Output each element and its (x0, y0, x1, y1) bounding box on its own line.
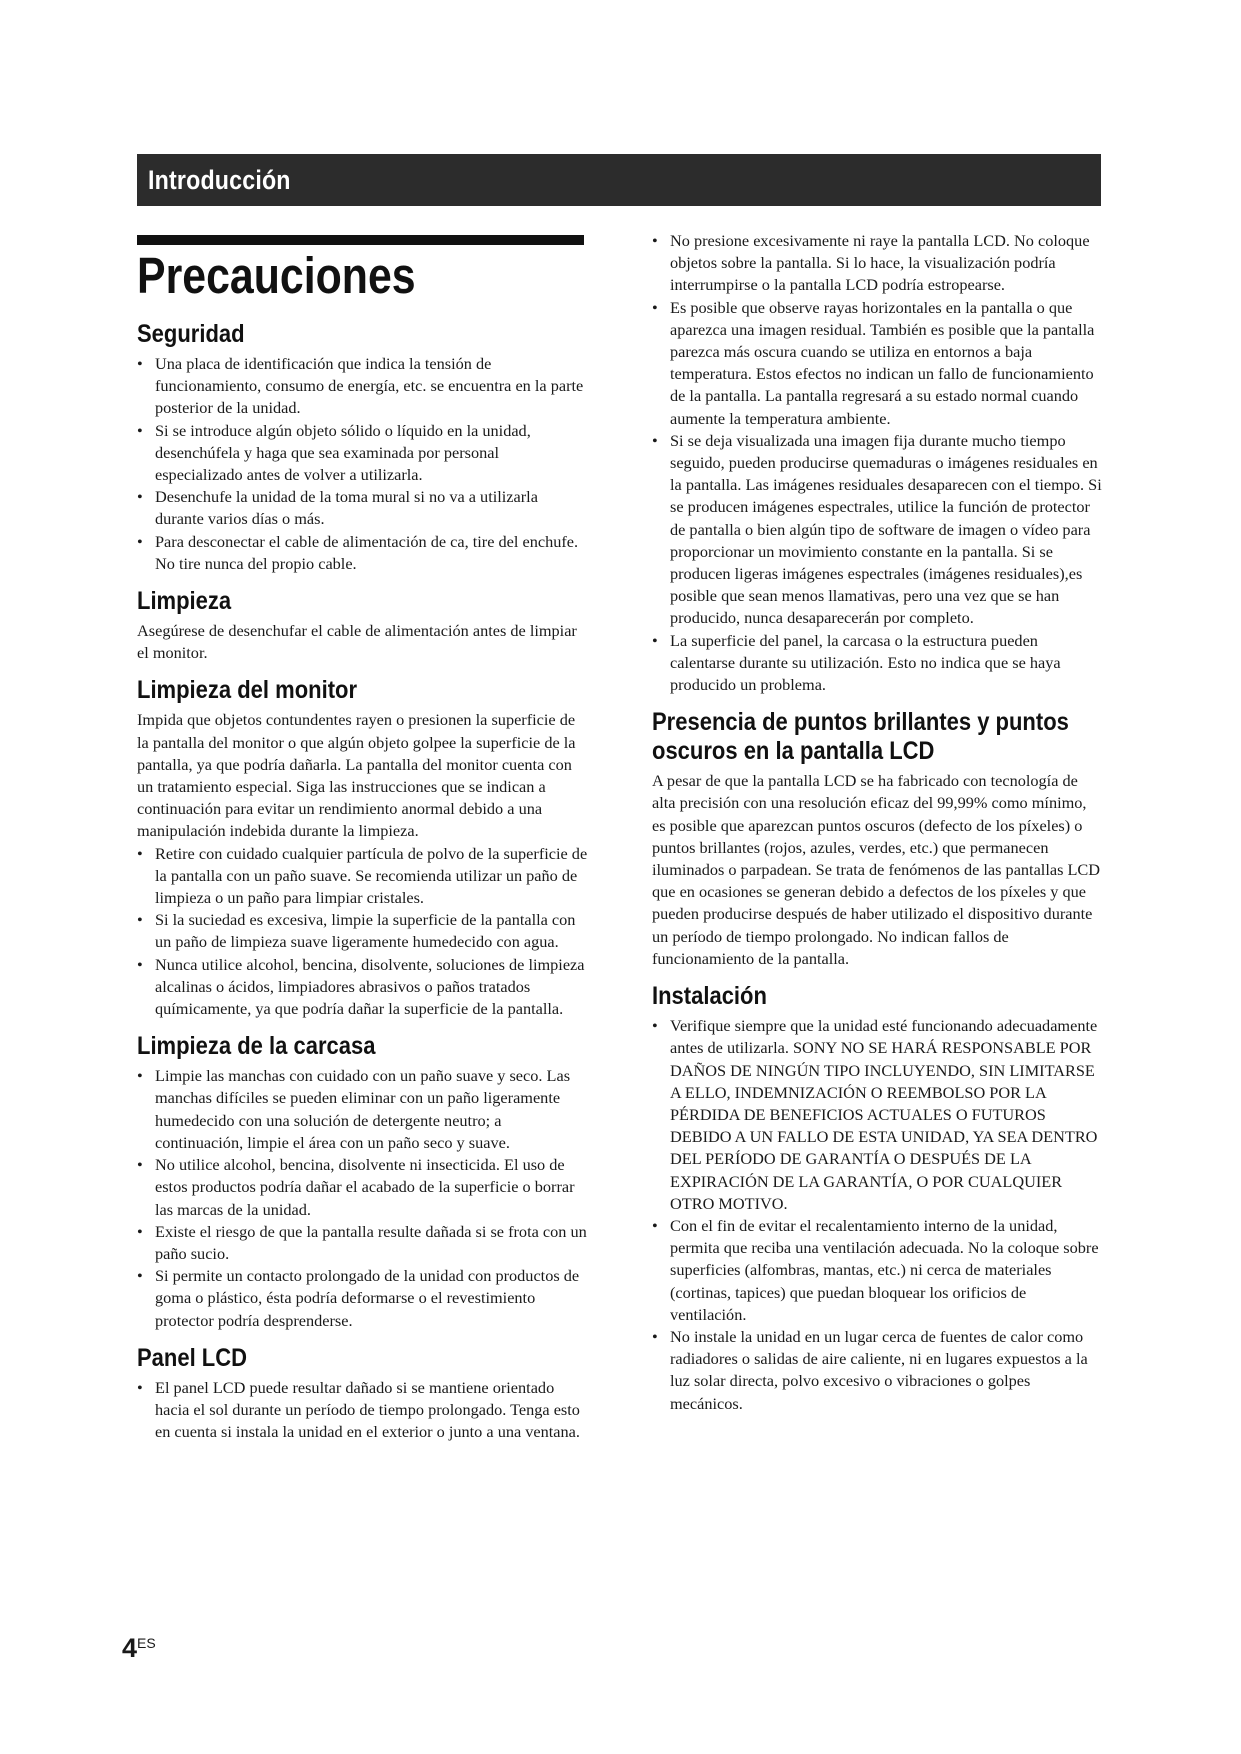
list-item: • Nunca utilice alcohol, bencina, disolvente, soluciones de limpieza alcalinas o ácidos, limpiadores abrasivos o paños tratados químicamente, ya que podría dañar la superficie de la pantalla. (137, 954, 590, 1021)
list-item: • Si la suciedad es excesiva, limpie la superficie de la pantalla con un paño de limpieza suave ligeramente humedecido con agua. (137, 909, 590, 953)
heading-puntos: Presencia de puntos brillantes y puntos oscuros en la pantalla LCD (652, 708, 1069, 766)
heading-limpieza-monitor: Limpieza del monitor (137, 676, 358, 705)
list-limpieza-carcasa (137, 1065, 590, 1331)
list-instalacion (652, 1015, 1102, 1415)
page-number (122, 1633, 156, 1664)
section-limpieza (137, 587, 590, 664)
list-seguridad (137, 353, 590, 575)
list-item: • Con el fin de evitar el recalentamiento interno de la unidad, permita que reciba una ventilación adecuada. No la coloque sobre superficies (alfombras, mantas, etc.) ni cerca de materiales (cortinas, tapices) que puedan bloquear los orificios de ventilación. (652, 1215, 1102, 1326)
section-puntos (652, 708, 1102, 970)
paragraph-limpieza-monitor: Impida que objetos contundentes rayen o presionen la superficie de la pantalla del monitor o que algún objeto golpee la superficie de la pantalla, ya que podría dañarla. La pantalla del monitor cuenta con un tratamiento especial. Siga las instrucciones que se indican a continuación para evitar un rendimiento anormal debido a una manipulación indebida durante la limpieza. (137, 710, 576, 841)
list-item: • Es posible que observe rayas horizontales en la pantalla o que aparezca una imagen residual. También es posible que la pantalla parezca más oscura cuando se utiliza en entornos a baja temperatura. Estos efectos no indican un fallo de funcionamiento de la pantalla. La pantalla regresará a su estado normal cuando aumente la temperatura ambiente. (652, 297, 1102, 430)
title-rule (137, 235, 584, 245)
left-column (137, 320, 590, 1455)
section-seguridad (137, 320, 590, 575)
section-panel-lcd-continued (652, 230, 1102, 696)
list-panel-lcd (137, 1377, 590, 1444)
right-column (652, 230, 1102, 1427)
section-title: Introducción (148, 165, 291, 195)
list-item: • El panel LCD puede resultar dañado si se mantiene orientado hacia el sol durante un período de tiempo prolongado. Tenga esto en cuenta si instala la unidad en el exterior o junto a una ventana. (137, 1377, 590, 1444)
section-limpieza-carcasa (137, 1032, 590, 1331)
list-item: • Si se introduce algún objeto sólido o líquido en la unidad, desenchúfela y haga que sea examinada por personal especializado antes de volver a utilizarla. (137, 420, 590, 487)
heading-limpieza-carcasa: Limpieza de la carcasa (137, 1032, 376, 1061)
list-item: • Si se deja visualizada una imagen fija durante mucho tiempo seguido, pueden producirse quemaduras o imágenes residuales en la pantalla. Las imágenes residuales desaparecen con el tiempo. Si se producen imágenes espectrales, utilice la función de protector de pantalla o bien algún tipo de software de imagen o vídeo para proporcionar un movimiento constante en la pantalla. Si se producen ligeras imágenes espectrales (imágenes residuales),es posible que sean menos llamativas, pero una vez que se han producido, nunca desaparecerán por completo. (652, 430, 1102, 630)
heading-seguridad: Seguridad (137, 320, 245, 348)
list-item: • Si permite un contacto prolongado de la unidad con productos de goma o plástico, ésta podría deformarse o el revestimiento protector podría desprenderse. (137, 1265, 590, 1332)
list-item: • Retire con cuidado cualquier partícula de polvo de la superficie de la pantalla con un paño suave. Se recomienda utilizar un paño de limpieza o un paño para limpiar cristales. (137, 843, 590, 910)
page-title: Precauciones (137, 247, 416, 304)
page-language-code: ES (137, 1635, 156, 1651)
list-item: • No instale la unidad en un lugar cerca de fuentes de calor como radiadores o salidas de aire caliente, ni en lugares expuestos a la luz solar directa, polvo excesivo o vibraciones o golpes mecánicos. (652, 1326, 1102, 1415)
heading-instalacion: Instalación (652, 982, 767, 1011)
list-limpieza-monitor (137, 843, 590, 1021)
paragraph-limpieza: Asegúrese de desenchufar el cable de alimentación antes de limpiar el monitor. (137, 621, 577, 663)
list-item: • No presione excesivamente ni raye la pantalla LCD. No coloque objetos sobre la pantalla. Si lo hace, la visualización podría interrumpirse o la pantalla LCD podría estropearse. (652, 230, 1102, 297)
section-instalacion (652, 982, 1102, 1415)
list-item: • Limpie las manchas con cuidado con un paño suave y seco. Las manchas difíciles se pueden eliminar con un paño ligeramente humedecido con una solución de detergente neutro; a continuación, limpie el área con un paño seco y suave. (137, 1065, 590, 1154)
heading-limpieza: Limpieza (137, 587, 232, 616)
page-number-value: 4 (122, 1633, 138, 1663)
section-limpieza-monitor (137, 676, 590, 1020)
list-item: • No utilice alcohol, bencina, disolvente ni insecticida. El uso de estos productos podría dañar el acabado de la superficie o borrar las marcas de la unidad. (137, 1154, 590, 1221)
paragraph-puntos: A pesar de que la pantalla LCD se ha fabricado con tecnología de alta precisión con una resolución eficaz del 99,99% como mínimo, es posible que aparezcan puntos oscuros (defecto de los píxeles) o puntos brillantes (rojos, azules, verdes, etc.) que permanecen iluminados o parpadean. Se trata de fenómenos de las pantallas LCD que en ocasiones se generan debido a defectos de los píxeles y que pueden producirse después de haber utilizado el dispositivo durante un período de tiempo prolongado. No indican fallos de funcionamiento de la pantalla. (652, 771, 1101, 968)
section-panel-lcd (137, 1344, 590, 1444)
list-panel-lcd-continued (652, 230, 1102, 696)
list-item: • Existe el riesgo de que la pantalla resulte dañada si se frota con un paño sucio. (137, 1221, 590, 1265)
heading-panel-lcd: Panel LCD (137, 1343, 248, 1372)
section-header-bar (137, 154, 1101, 206)
list-item: • Verifique siempre que la unidad esté funcionando adecuadamente antes de utilizarla. SONY NO SE HARÁ RESPONSABLE POR DAÑOS DE NINGÚN TIPO INCLUYENDO, SIN LIMITARSE A ELLO, INDEMNIZACIÓN O REEMBOLSO POR LA PÉRDIDA DE BENEFICIOS ACTUALES O FUTUROS DEBIDO A UN FALLO DE ESTA UNIDAD, YA SEA DENTRO DEL PERÍODO DE GARANTÍA O DESPUÉS DE LA EXPIRACIÓN DE LA GARANTÍA, O POR CUALQUIER OTRO MOTIVO. (652, 1015, 1102, 1215)
list-item: • Para desconectar el cable de alimentación de ca, tire del enchufe. No tire nunca del propio cable. (137, 531, 590, 575)
list-item: • Desenchufe la unidad de la toma mural si no va a utilizarla durante varios días o más. (137, 486, 590, 530)
list-item: • Una placa de identificación que indica la tensión de funcionamiento, consumo de energía, etc. se encuentra en la parte posterior de la unidad. (137, 353, 590, 420)
list-item: • La superficie del panel, la carcasa o la estructura pueden calentarse durante su utilización. Esto no indica que se haya producido un problema. (652, 630, 1102, 697)
